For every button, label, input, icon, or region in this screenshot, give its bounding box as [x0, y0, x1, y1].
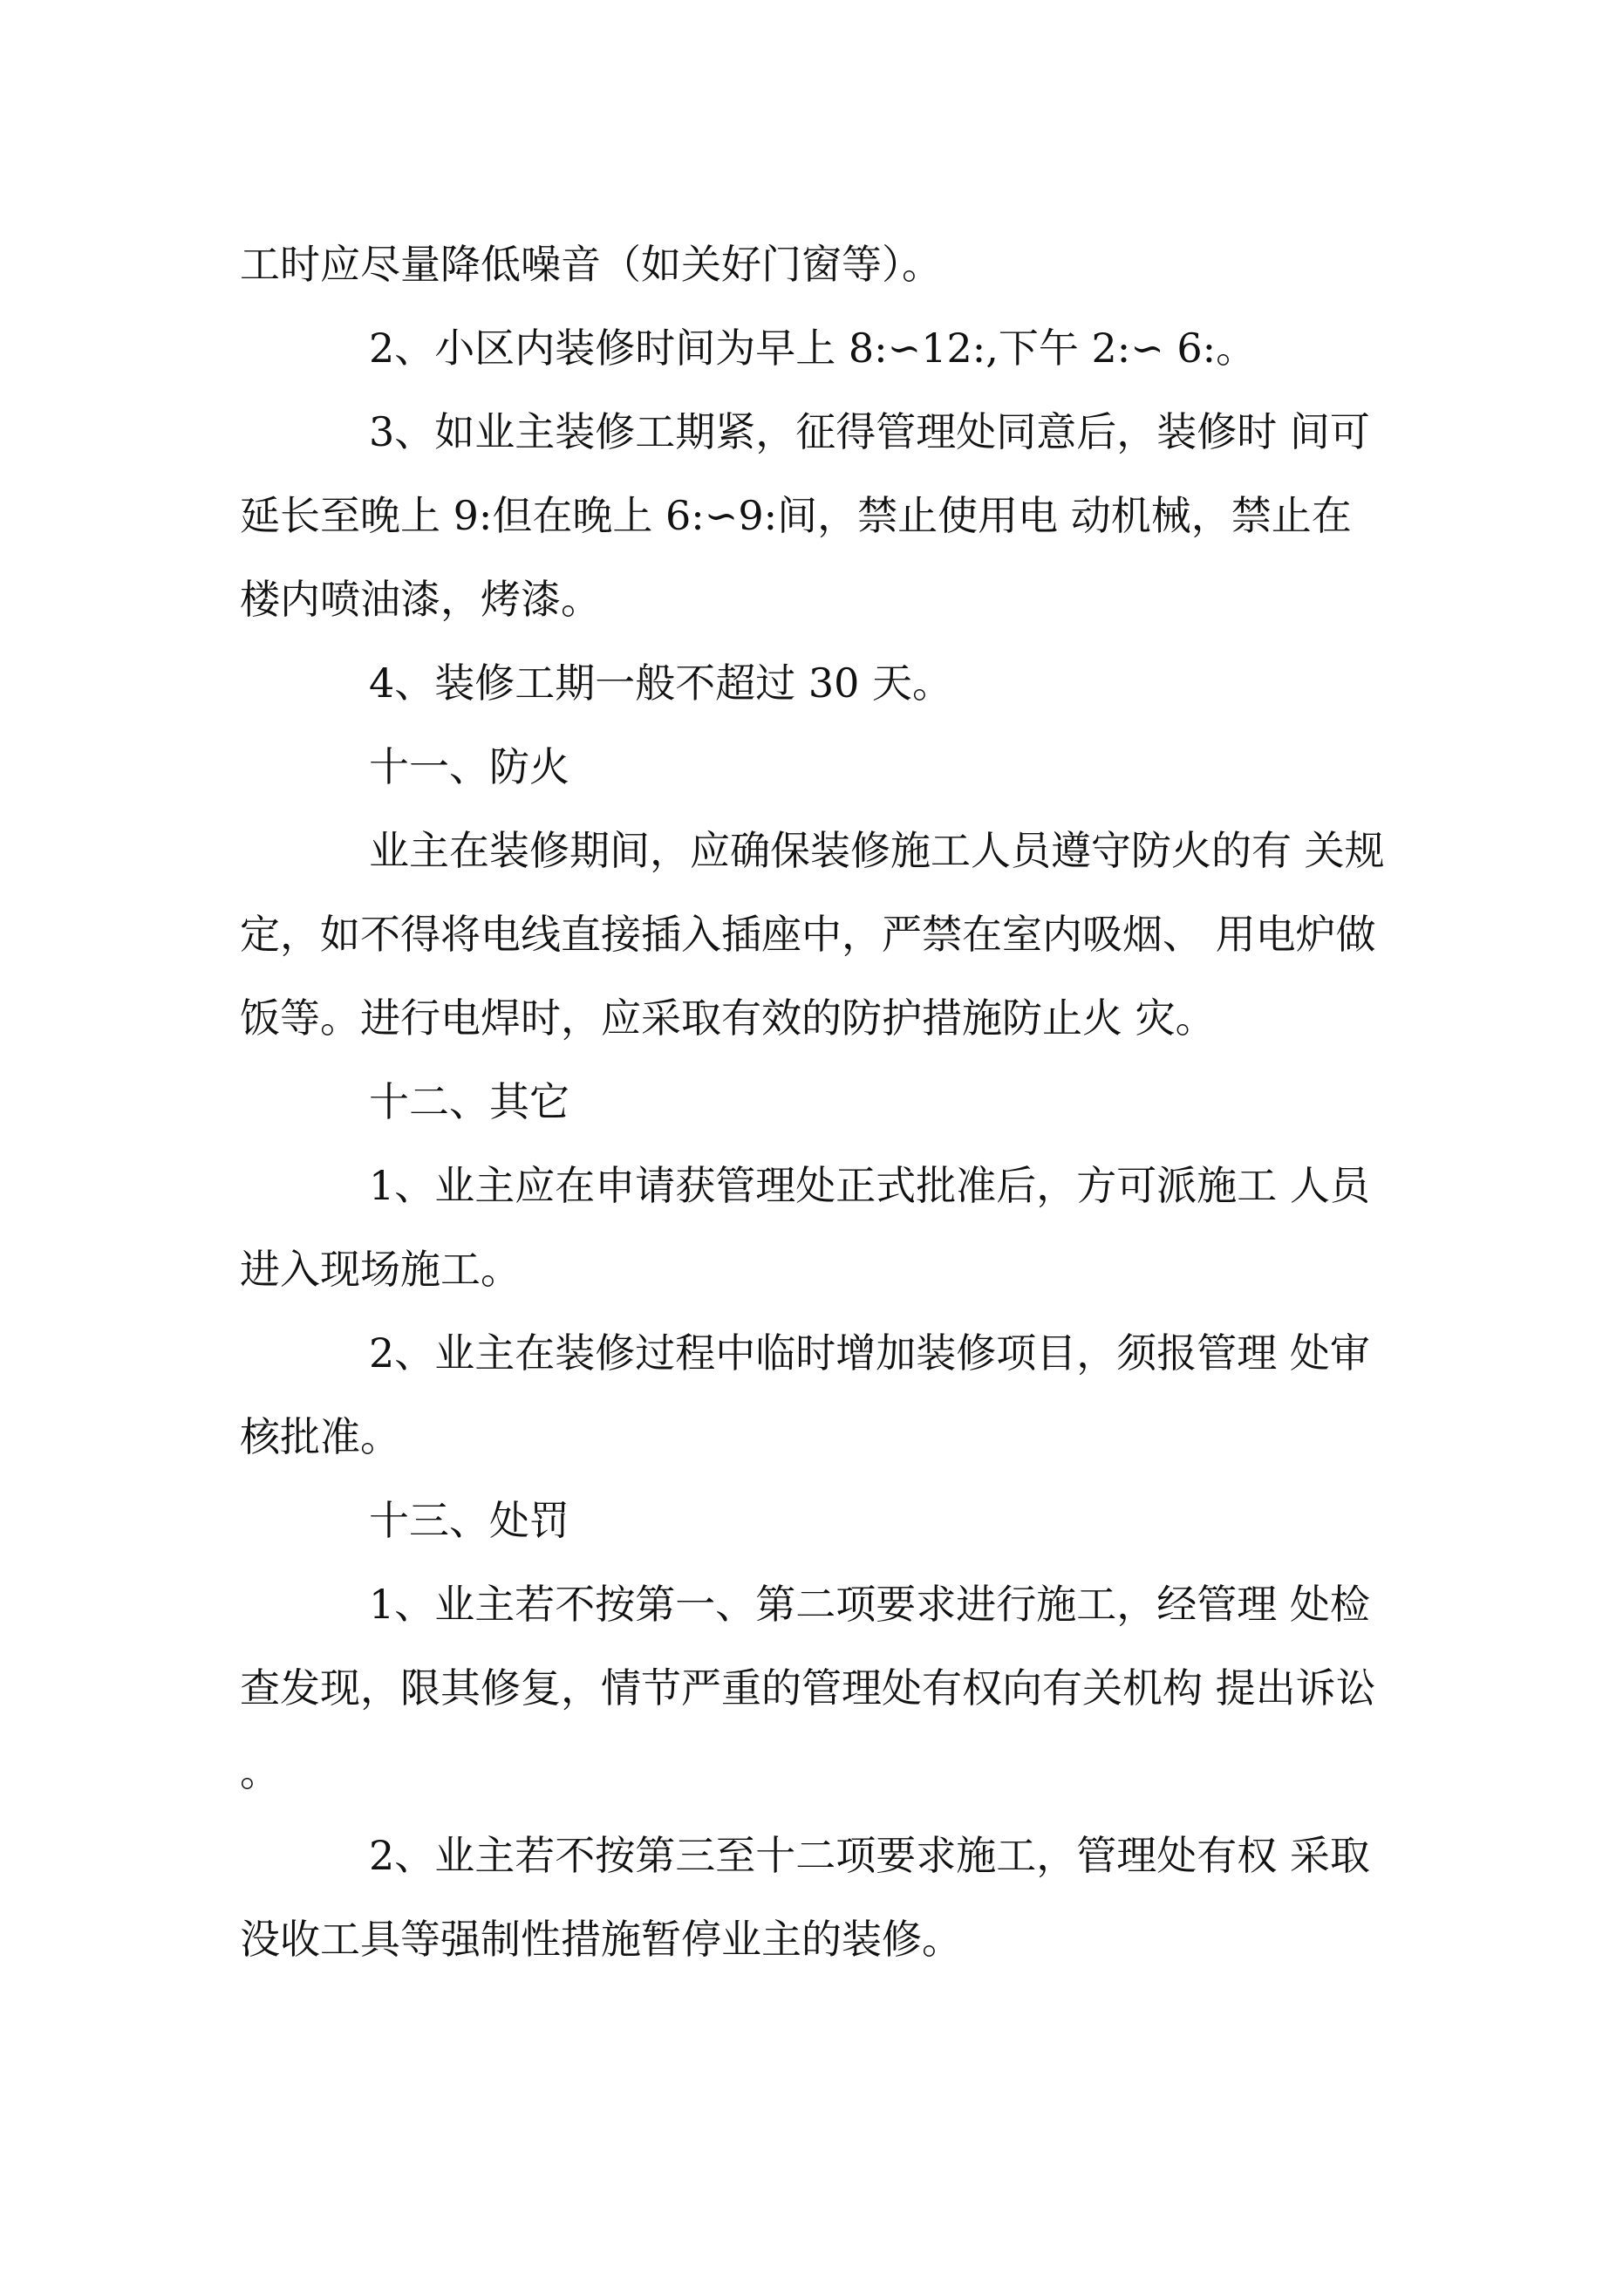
- text-line: 工时应尽量降低噪音（如关好门窗等）。: [240, 241, 942, 288]
- text-line: 4、装修工期一般不超过 30 天。: [369, 659, 953, 707]
- text-line: 1、业主若不按第一、第二项要求进行施工，经管理 处检: [369, 1581, 1370, 1628]
- text-line: 2、业主在装修过程中临时增加装修项目，须报管理 处审: [369, 1329, 1370, 1377]
- text-line: 进入现场施工。: [240, 1246, 521, 1293]
- text-line: 延长至晚上 9:但在晚上 6:∽9:间，禁止使用电 动机械，禁止在: [240, 492, 1352, 539]
- text-line: 。: [240, 1748, 280, 1795]
- text-line: 楼内喷油漆，烤漆。: [240, 576, 601, 623]
- text-line: 1、业主应在申请获管理处正式批准后，方可派施工 人员: [369, 1162, 1370, 1209]
- document-body: [240, 222, 1408, 1981]
- section-heading: 十三、处罚: [369, 1497, 569, 1544]
- text-line: 查发现，限其修复，情节严重的管理处有权向有关机构 提出诉讼: [240, 1664, 1376, 1712]
- text-line: 业主在装修期间，应确保装修施工人员遵守防火的有 关规: [369, 827, 1385, 874]
- section-heading: 十一、防火: [369, 743, 569, 790]
- text-line: 2、业主若不按第三至十二项要求施工，管理处有权 采取: [369, 1832, 1370, 1879]
- text-line: 2、小区内装修时间为早上 8:∽12:,下午 2:∽ 6:。: [369, 325, 1257, 372]
- section-heading: 十二、其它: [369, 1078, 569, 1125]
- text-line: 定，如不得将电线直接插入插座中，严禁在室内吸烟、 用电炉做: [240, 911, 1376, 958]
- text-line: 没收工具等强制性措施暂停业主的装修。: [240, 1916, 962, 1963]
- text-line: 核批准。: [240, 1413, 400, 1460]
- text-line: 3、如业主装修工期紧，征得管理处同意后，装修时 间可: [369, 408, 1370, 455]
- text-line: 饭等。进行电焊时，应采取有效的防护措施防止火 灾。: [240, 994, 1216, 1042]
